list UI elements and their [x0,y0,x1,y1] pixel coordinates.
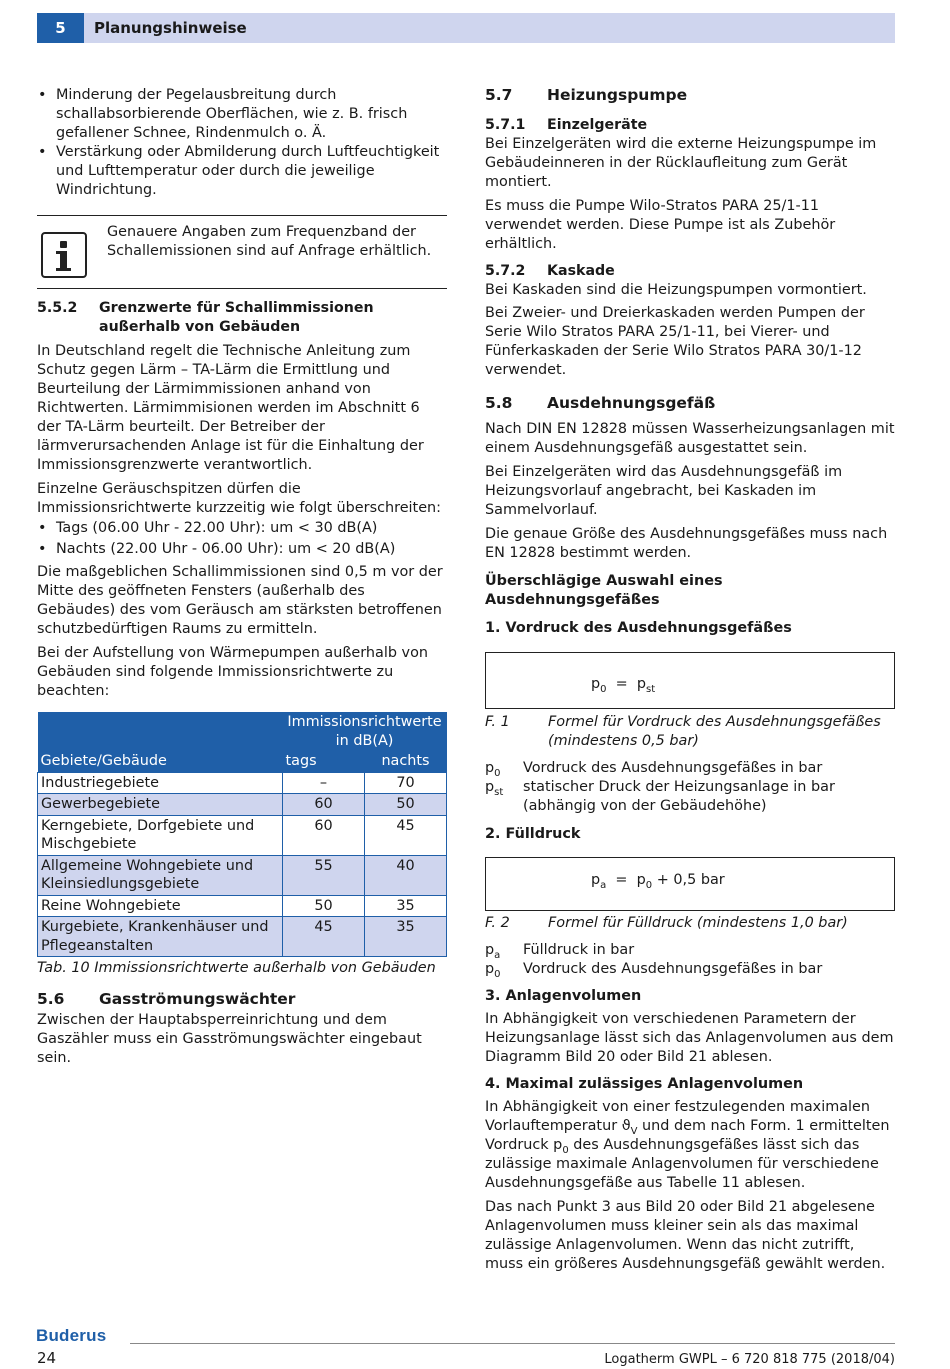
table-header-night: nachts [365,751,447,772]
legend-item [485,941,895,960]
table-header-area: Gebiete/Gebäude [38,751,283,772]
legend-text: Fülldruck in bar [523,942,635,958]
legend-item [485,778,895,816]
subheading: Überschlägige Auswahl eines Ausdehnungsgefäßes [485,573,723,608]
step-heading: 4. Maximal zulässiges Anlagenvolumen [485,1076,804,1092]
bullet-list-limits [37,519,447,559]
list-item: • Verstärkung oder Abmilderung durch Luftfeuchtigkeit und Lufttemperatur oder durch die jeweilige Windrichtung. [37,143,447,200]
section-number: 5.5.2 [37,300,78,316]
paragraph: Das nach Punkt 3 aus Bild 20 oder Bild 21 abgelesene Anlagenvolumen muss kleiner sein als das maximal zulässige Anlagenvolumen. Wenn das nicht zutrifft, muss ein größeres Ausdehnungsgefäß gewählt werden. [485,1199,886,1272]
bullet-list-top [37,86,447,200]
legend-item [485,759,895,778]
section-title: Einzelgeräte [547,117,648,133]
step-heading: 2. Fülldruck [485,826,581,842]
cell-day: 45 [283,917,365,957]
paragraph: Bei der Aufstellung von Wärmepumpen außerhalb von Gebäuden sind folgende Immissionsrichtwerte zu beachten: [37,645,428,699]
table-header-day: tags [283,751,365,772]
page-number: 24 [37,1349,57,1367]
legend-symbol: $p_0$ [485,961,501,980]
cell-night: 70 [365,772,447,794]
cell-night: 45 [365,815,447,855]
list-item: • Tags (06.00 Uhr - 22.00 Uhr): um < 30 dB(A) [37,519,447,538]
table-row [38,794,447,816]
step-heading: 3. Anlagenvolumen [485,988,642,1004]
cell-area: Gewerbegebiete [38,794,283,816]
notice-text: Genauere Angaben zum Frequenzband der Schallemissionen sind auf Anfrage erhältlich. [107,224,432,259]
paragraph: Bei Einzelgeräten wird das Ausdehnungsgefäß im Heizungsvorlauf angebracht, bei Kaskaden im Sammelvorlauf. [485,464,843,518]
table-row [38,917,447,957]
right-column [485,86,895,1274]
section-title: Grenzwerte für Schallimmissionen außerhalb von Gebäuden [99,300,374,335]
cell-area: Kerngebiete, Dorfgebiete und Mischgebiete [38,815,283,855]
section-title: Ausdehnungsgefäß [547,394,716,412]
cell-area: Industriegebiete [38,772,283,794]
legend-symbol: $p_{st}$ [485,779,504,798]
chapter-number: 5 [37,13,84,43]
formula-caption-text: Formel für Vordruck des Ausdehnungsgefäßes (mindestens 0,5 bar) [548,714,881,749]
cell-night: 35 [365,917,447,957]
cell-day: 60 [283,794,365,816]
paragraph: Zwischen der Hauptabsperreinrichtung und dem Gaszähler muss ein Gasströmungswächter eingebaut sein. [37,1012,422,1066]
formula-box-2 [485,857,895,911]
legend-2 [485,941,895,979]
table-row [38,772,447,794]
paragraph: In Abhängigkeit von einer festzulegenden maximalen Vorlauftemperatur $ϑ_V$ und dem nach Form. 1 ermittelten Vordruck $p_0$ des Ausdehnungsgefäßes lässt sich das zulässige maximale Anlagenvolumen für verschiedene Ausdehnungsgefäße aus Tabelle 11 ablesen. [485,1099,890,1191]
section-heading-5-6 [37,990,447,1009]
legend-symbol: $p_a$ [485,942,501,961]
paragraph: In Abhängigkeit von verschiedenen Parametern der Heizungsanlage lässt sich das Anlagenvolumen aus dem Diagramm Bild 20 oder Bild 21 ablesen. [485,1011,894,1065]
cell-area: Reine Wohngebiete [38,895,283,917]
section-title: Heizungspumpe [547,86,688,104]
section-number: 5.7.1 [485,117,526,133]
paragraph: Bei Zweier- und Dreierkaskaden werden Pumpen der Serie Wilo Stratos PARA 25/1-11, bei Vierer- und Fünferkaskaden der Serie Wilo Stratos PARA 30/1-12 verwendet. [485,305,865,378]
cell-day: 60 [283,815,365,855]
formula-caption [485,914,895,933]
formula-caption-text: Formel für Fülldruck (mindestens 1,0 bar) [548,915,848,931]
buderus-logo: Buderus [36,1326,107,1345]
paragraph: Es muss die Pumpe Wilo-Stratos PARA 25/1-11 verwendet werden. Diese Pumpe ist als Zubehör erhältlich. [485,198,836,252]
info-icon [41,232,87,278]
info-notice [37,215,447,289]
cell-day: 55 [283,855,365,895]
cell-night: 50 [365,794,447,816]
table-caption: Tab. 10 Immissionsrichtwerte außerhalb von Gebäuden [37,960,436,976]
cell-night: 40 [365,855,447,895]
paragraph: Bei Einzelgeräten wird die externe Heizungspumpe im Gebäudeinneren in der Rücklaufleitung zum Gerät montiert. [485,136,877,190]
cell-area: Kurgebiete, Krankenhäuser und Pflegeanstalten [38,917,283,957]
paragraph: Bei Kaskaden sind die Heizungspumpen vormontiert. [485,282,867,298]
formula: $p_0 = p_{st}$ [591,676,656,695]
paragraph: Die maßgeblichen Schallimmissionen sind 0,5 m vor der Mitte des geöffneten Fensters (außerhalb des Gebäudes) des vom Geräusch am stärksten betroffenen schutzbedürftigen Raums zu ermitteln. [37,564,443,637]
legend-symbol: $p_0$ [485,760,501,779]
formula-box-1 [485,652,895,709]
document-reference: Logatherm GWPL – 6 720 818 775 (2018/04) [604,1352,895,1367]
formula-number: F. 2 [485,915,510,931]
list-item: • Minderung der Pegelausbreitung durch schallabsorbierende Oberflächen, wie z. B. frisch gefallener Schnee, Rindenmulch o. Ä. [37,86,447,143]
section-title: Gasströmungswächter [99,990,296,1008]
section-heading-5-7 [485,86,895,105]
section-number: 5.8 [485,394,513,412]
step-heading: 1. Vordruck des Ausdehnungsgefäßes [485,620,792,636]
cell-night: 35 [365,895,447,917]
table-row [38,815,447,855]
section-title: Kaskade [547,263,615,279]
chapter-title: Planungshinweise [84,13,895,43]
immission-table [37,712,447,957]
formula: $p_a = p_0 + 0,5$ bar [591,872,725,891]
table-row [38,855,447,895]
section-heading-5-5-2 [37,299,447,337]
footer-divider [130,1343,895,1344]
table-group-header: Immissionsrichtwerte in dB(A) [283,712,447,751]
list-item: • Nachts (22.00 Uhr - 06.00 Uhr): um < 20 dB(A) [37,540,447,559]
legend-item [485,960,895,979]
legend-text: statischer Druck der Heizungsanlage in bar (abhängig von der Gebäudehöhe) [523,779,835,814]
paragraph: Einzelne Geräuschspitzen dürfen die Immissionsrichtwerte kurzzeitig wie folgt überschreiten: [37,481,442,516]
section-heading-5-8 [485,394,895,413]
paragraph: Die genaue Größe des Ausdehnungsgefäßes muss nach EN 12828 bestimmt werden. [485,526,888,561]
legend-1 [485,759,895,816]
section-heading-5-7-2 [485,262,895,281]
cell-day: – [283,772,365,794]
section-number: 5.7.2 [485,263,526,279]
section-number: 5.6 [37,990,65,1008]
legend-text: Vordruck des Ausdehnungsgefäßes in bar [523,961,823,977]
cell-area: Allgemeine Wohngebiete und Kleinsiedlungsgebiete [38,855,283,895]
paragraph: In Deutschland regelt die Technische Anleitung zum Schutz gegen Lärm – TA-Lärm die Ermittlung und Beurteilung der Lärmimmissionen anhand von Richtwerten. Lärmimmisionen werden im Abschnitt 6 der TA-Lärm beurteilt. Der Betreiber der lärmverursachenden Anlage ist für die Einhaltung der Immissionsgrenzwerte verantwortlich. [37,343,424,473]
paragraph: Nach DIN EN 12828 müssen Wasserheizungsanlagen mit einem Ausdehnungsgefäß ausgestattet sein. [485,421,895,456]
formula-number: F. 1 [485,714,510,730]
formula-caption [485,713,895,751]
table-row [38,895,447,917]
legend-text: Vordruck des Ausdehnungsgefäßes in bar [523,760,823,776]
section-heading-5-7-1 [485,116,895,135]
cell-day: 50 [283,895,365,917]
left-column [37,86,447,1068]
section-number: 5.7 [485,86,513,104]
